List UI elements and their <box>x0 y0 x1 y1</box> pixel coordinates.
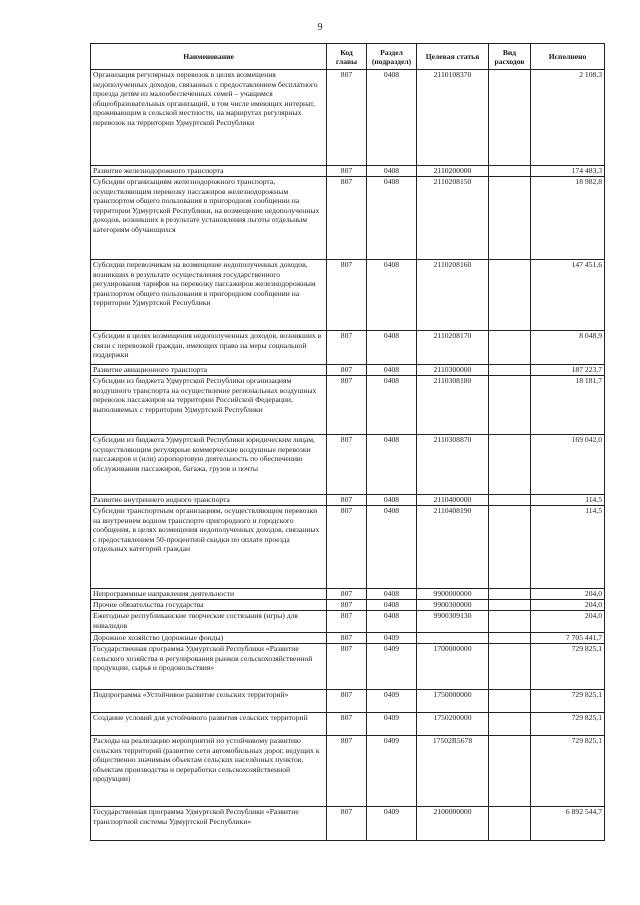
table-row <box>91 506 605 589</box>
table-row <box>91 376 605 435</box>
cell-section: 0408 <box>367 331 417 365</box>
table-row <box>91 644 605 690</box>
cell-section: 0408 <box>367 376 417 435</box>
table-row <box>91 70 605 166</box>
cell-section: 0409 <box>367 713 417 736</box>
cell-type <box>489 495 531 506</box>
header-executed: Исполнено <box>531 44 605 70</box>
cell-executed: 729 825,1 <box>531 736 605 807</box>
cell-type <box>489 70 531 166</box>
cell-executed: 18 982,8 <box>531 177 605 260</box>
table-row <box>91 435 605 495</box>
cell-code: 807 <box>327 435 367 495</box>
table-row <box>91 633 605 644</box>
cell-executed: 169 042,0 <box>531 435 605 495</box>
table-row <box>91 600 605 611</box>
cell-executed: 18 181,7 <box>531 376 605 435</box>
cell-type <box>489 376 531 435</box>
cell-executed: 204,0 <box>531 611 605 633</box>
cell-code: 807 <box>327 365 367 376</box>
cell-type <box>489 177 531 260</box>
cell-code: 807 <box>327 611 367 633</box>
cell-target: 2110208150 <box>417 177 489 260</box>
cell-type <box>489 644 531 690</box>
cell-code: 807 <box>327 589 367 600</box>
cell-executed: 6 892 544,7 <box>531 807 605 841</box>
cell-type <box>489 600 531 611</box>
cell-section: 0409 <box>367 690 417 713</box>
cell-code: 807 <box>327 690 367 713</box>
cell-section: 0408 <box>367 365 417 376</box>
cell-code: 807 <box>327 506 367 589</box>
cell-name: Развитие внутреннего водного транспорта <box>91 495 327 506</box>
cell-executed: 204,0 <box>531 589 605 600</box>
table-row <box>91 495 605 506</box>
cell-name: Субсидии из бюджета Удмуртской Республики юридическим лицам, осуществляющим регулярные коммерческие воздушные перевозки пассажиров и (или) аэропортовую деятельность по обеспечению обслуживания пассажиров, багажа, грузов и почты <box>91 435 327 495</box>
table-header-row <box>91 44 605 70</box>
cell-target: 9900000000 <box>417 589 489 600</box>
cell-type <box>489 589 531 600</box>
cell-target: 2110108370 <box>417 70 489 166</box>
cell-section: 0408 <box>367 166 417 177</box>
cell-target: 2110400000 <box>417 495 489 506</box>
table-row <box>91 166 605 177</box>
cell-type <box>489 260 531 331</box>
cell-section: 0409 <box>367 644 417 690</box>
cell-code: 807 <box>327 495 367 506</box>
cell-executed: 174 483,3 <box>531 166 605 177</box>
cell-name: Субсидии в целях возмещения недополученных доходов, возникших в связи с перевозкой граждан, имеющих право на меры социальной поддержки <box>91 331 327 365</box>
header-target: Целевая статья <box>417 44 489 70</box>
cell-code: 807 <box>327 331 367 365</box>
table-row <box>91 713 605 736</box>
cell-code: 807 <box>327 70 367 166</box>
cell-name: Ежегодные республиканские творческие состязания (игры) для инвалидов <box>91 611 327 633</box>
cell-section: 0408 <box>367 177 417 260</box>
cell-name: Развитие железнодорожного транспорта <box>91 166 327 177</box>
cell-name: Создание условий для устойчивого развития сельских территорий <box>91 713 327 736</box>
header-type: Вид расходов <box>489 44 531 70</box>
cell-target: 9900309130 <box>417 611 489 633</box>
cell-section: 0409 <box>367 633 417 644</box>
cell-name: Развитие авиационного транспорта <box>91 365 327 376</box>
cell-type <box>489 506 531 589</box>
cell-code: 807 <box>327 177 367 260</box>
cell-target: 1700000000 <box>417 644 489 690</box>
header-name: Наименование <box>91 44 327 70</box>
cell-executed: 114,5 <box>531 495 605 506</box>
cell-type <box>489 807 531 841</box>
table-row <box>91 365 605 376</box>
cell-type <box>489 331 531 365</box>
table-row <box>91 260 605 331</box>
cell-executed: 729 825,1 <box>531 713 605 736</box>
cell-executed: 8 048,9 <box>531 331 605 365</box>
cell-target: 2110308180 <box>417 376 489 435</box>
cell-section: 0408 <box>367 506 417 589</box>
table-body <box>91 70 605 841</box>
cell-type <box>489 365 531 376</box>
cell-target: 9900300000 <box>417 600 489 611</box>
cell-code: 807 <box>327 633 367 644</box>
cell-code: 807 <box>327 376 367 435</box>
cell-target: 2110200000 <box>417 166 489 177</box>
cell-type <box>489 713 531 736</box>
cell-code: 807 <box>327 600 367 611</box>
cell-target: 2110408190 <box>417 506 489 589</box>
table-row <box>91 807 605 841</box>
cell-name: Субсидии перевозчикам на возмещение недополученных доходов, возникших в результате осуществления государственного регулирования тарифов на перевозку пассажиров железнодорожным транспортом общего пользования в пригородном сообщении на территории Удмуртской Республики <box>91 260 327 331</box>
cell-section: 0408 <box>367 260 417 331</box>
table-row <box>91 331 605 365</box>
table-row <box>91 589 605 600</box>
budget-table <box>90 43 605 841</box>
cell-executed: 187 223,7 <box>531 365 605 376</box>
cell-section: 0408 <box>367 611 417 633</box>
header-section: Раздел (подраздел) <box>367 44 417 70</box>
cell-code: 807 <box>327 166 367 177</box>
page-number: 9 <box>317 22 323 33</box>
cell-section: 0408 <box>367 435 417 495</box>
header-code: Код главы <box>327 44 367 70</box>
cell-name: Расходы на реализацию мероприятий по устойчивому развитию сельских территорий (развитие сети автомобильных дорог, ведущих к общественно значимым объектам сельских населённых пунктов, объектам производства и переработки сельскохозяйственной продукции) <box>91 736 327 807</box>
cell-executed: 2 108,3 <box>531 70 605 166</box>
cell-name: Государственная программа Удмуртской Республики «Развитие транспортной системы Удмуртской Республики» <box>91 807 327 841</box>
cell-type <box>489 633 531 644</box>
cell-code: 807 <box>327 260 367 331</box>
cell-target: 1750000000 <box>417 690 489 713</box>
cell-target: 2110300000 <box>417 365 489 376</box>
cell-name: Дорожное хозяйство (дорожные фонды) <box>91 633 327 644</box>
cell-section: 0409 <box>367 807 417 841</box>
cell-executed: 114,5 <box>531 506 605 589</box>
cell-type <box>489 435 531 495</box>
cell-section: 0409 <box>367 736 417 807</box>
cell-name: Подпрограмма «Устойчивое развитие сельских территорий» <box>91 690 327 713</box>
cell-section: 0408 <box>367 600 417 611</box>
cell-section: 0408 <box>367 589 417 600</box>
cell-executed: 7 705 441,7 <box>531 633 605 644</box>
table-row <box>91 611 605 633</box>
cell-executed: 729 825,1 <box>531 690 605 713</box>
cell-target: 1750200000 <box>417 713 489 736</box>
table-row <box>91 690 605 713</box>
cell-code: 807 <box>327 736 367 807</box>
cell-type <box>489 690 531 713</box>
table-row <box>91 177 605 260</box>
cell-target <box>417 633 489 644</box>
cell-code: 807 <box>327 807 367 841</box>
cell-type <box>489 166 531 177</box>
cell-executed: 729 825,1 <box>531 644 605 690</box>
cell-type <box>489 736 531 807</box>
cell-target: 2100000000 <box>417 807 489 841</box>
cell-target: 2110308870 <box>417 435 489 495</box>
cell-name: Субсидии из бюджета Удмуртской Республики организациям воздушного транспорта на осуществление региональных воздушных перевозок пассажиров на территории Российской Федерации, выполняемых с территории Удмуртской Республики <box>91 376 327 435</box>
cell-section: 0408 <box>367 70 417 166</box>
cell-name: Непрограммные направления деятельности <box>91 589 327 600</box>
cell-name: Субсидии организациям железнодорожного транспорта, осуществляющим перевозку пассажиров железнодорожным транспортом общего пользования в пригородном сообщении на территории Удмуртской Республики, на возмещение недополученных доходов, возникших в результате установления льготы отдельным категориям обучающихся <box>91 177 327 260</box>
cell-name: Организация регулярных перевозок в целях возмещения недополученных доходов, связанных с предоставлением бесплатного проезда детям из малообеспеченных семей – учащимся общеобразовательных организаций, в том числе имеющих интернат, проживающим в сельской местности, на маршрутах регулярных перевозок на территории Удмуртской Республики <box>91 70 327 166</box>
cell-target: 2110208160 <box>417 260 489 331</box>
cell-name: Субсидии транспортным организациям, осуществляющим перевозки на внутреннем водном транспорте пригородного и городского сообщения, в целях возмещения недополученных доходов, связанных с предоставлением 50-процентной скидки по оплате проезда отдельных категорий граждан <box>91 506 327 589</box>
cell-executed: 204,0 <box>531 600 605 611</box>
cell-name: Прочие обязательства государства <box>91 600 327 611</box>
cell-code: 807 <box>327 713 367 736</box>
cell-target: 17502R5678 <box>417 736 489 807</box>
cell-executed: 147 451,6 <box>531 260 605 331</box>
cell-section: 0408 <box>367 495 417 506</box>
cell-code: 807 <box>327 644 367 690</box>
cell-target: 2110208170 <box>417 331 489 365</box>
table-row <box>91 736 605 807</box>
cell-name: Государственная программа Удмуртской Республики «Развитие сельского хозяйства и регулирования рынков сельскохозяйственной продукции, сырья и продовольствия» <box>91 644 327 690</box>
cell-type <box>489 611 531 633</box>
